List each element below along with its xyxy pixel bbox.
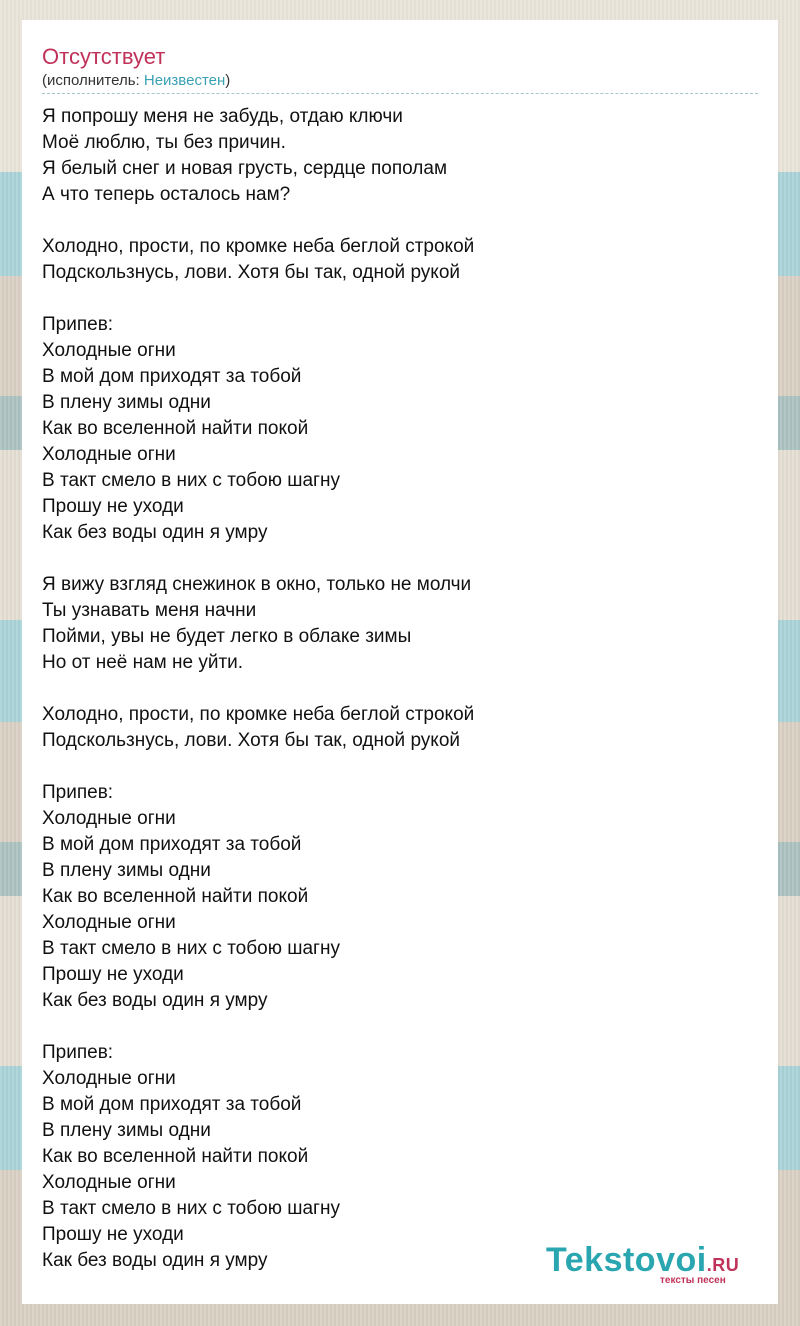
- lyric-line: Пойми, увы не будет легко в облаке зимы: [42, 626, 412, 647]
- lyric-line: В мой дом приходят за тобой: [42, 834, 302, 855]
- lyric-line: Припев:: [42, 1042, 114, 1063]
- lyrics-card: [22, 20, 778, 1304]
- lyric-line: В плену зимы одни: [42, 860, 211, 881]
- lyric-line: Как во вселенной найти покой: [42, 418, 309, 439]
- lyric-line: Припев:: [42, 314, 114, 335]
- lyrics-text: [42, 104, 758, 1274]
- song-title: Отсутствует: [42, 44, 166, 69]
- artist-link[interactable]: Неизвестен: [143, 72, 226, 89]
- lyric-line: Но от неё нам не уйти.: [42, 652, 244, 673]
- lyric-line: А что теперь осталось нам?: [42, 184, 291, 205]
- lyric-line: Прошу не уходи: [42, 1224, 184, 1245]
- lyric-line: Я вижу взгляд снежинок в окно, только не молчи: [42, 574, 472, 595]
- lyric-line: Моё люблю, ты без причин.: [42, 132, 286, 153]
- artist-suffix: ): [225, 72, 231, 89]
- lyric-line: Прошу не уходи: [42, 496, 184, 517]
- lyric-line: [42, 546, 758, 572]
- lyric-line: Холодные огни: [42, 340, 176, 361]
- lyric-line: В такт смело в них с тобою шагну: [42, 470, 340, 491]
- lyric-line: Как без воды один я умру: [42, 990, 268, 1011]
- lyric-line: В плену зимы одни: [42, 1120, 211, 1141]
- lyric-line: [42, 676, 758, 702]
- lyric-line: Холодные огни: [42, 1068, 176, 1089]
- lyric-line: [42, 1014, 758, 1040]
- lyric-line: [42, 286, 758, 312]
- site-logo[interactable]: [546, 1241, 776, 1286]
- lyric-line: Как во вселенной найти покой: [42, 886, 309, 907]
- lyric-line: Подскользнусь, лови. Хотя бы так, одной рукой: [42, 730, 460, 751]
- lyric-line: Холодно, прости, по кромке неба беглой строкой: [42, 704, 475, 725]
- lyric-line: Я попрошу меня не забудь, отдаю ключи: [42, 106, 403, 127]
- lyric-line: Я белый снег и новая грусть, сердце пополам: [42, 158, 448, 179]
- logo-tagline: тексты песен: [660, 1275, 726, 1286]
- lyric-line: Как во вселенной найти покой: [42, 1146, 309, 1167]
- lyric-line: [42, 208, 758, 234]
- artist-prefix: (исполнитель:: [42, 72, 144, 89]
- lyric-line: Ты узнавать меня начни: [42, 600, 257, 621]
- lyric-line: В плену зимы одни: [42, 392, 211, 413]
- lyric-line: Прошу не уходи: [42, 964, 184, 985]
- lyric-line: Холодно, прости, по кромке неба беглой строкой: [42, 236, 475, 257]
- logo-tld: .RU: [706, 1255, 740, 1275]
- lyric-line: Холодные огни: [42, 912, 176, 933]
- lyric-line: Как без воды один я умру: [42, 1250, 268, 1271]
- lyric-line: Припев:: [42, 782, 114, 803]
- lyric-line: Как без воды один я умру: [42, 522, 268, 543]
- lyric-line: Холодные огни: [42, 808, 176, 829]
- lyric-line: Холодные огни: [42, 1172, 176, 1193]
- lyric-line: В такт смело в них с тобою шагну: [42, 938, 340, 959]
- lyric-line: В такт смело в них с тобою шагну: [42, 1198, 340, 1219]
- title-divider: [42, 93, 758, 94]
- lyric-line: В мой дом приходят за тобой: [42, 366, 302, 387]
- artist-line: [42, 72, 230, 90]
- lyric-line: В мой дом приходят за тобой: [42, 1094, 302, 1115]
- logo-brand: Tekstovoi: [546, 1241, 707, 1279]
- lyric-line: Холодные огни: [42, 444, 176, 465]
- lyric-line: Подскользнусь, лови. Хотя бы так, одной рукой: [42, 262, 460, 283]
- lyric-line: [42, 754, 758, 780]
